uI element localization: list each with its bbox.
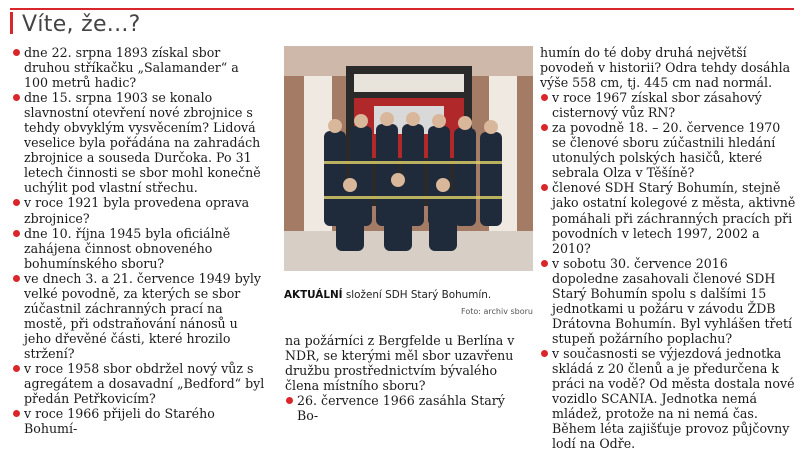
fact-item: dne 22. srpna 1893 získal sbor druhou stříkačku „Salamander“ a 100 metrů hadic? (12, 45, 266, 90)
fact-item: v roce 1921 byla provedena oprava zbrojnice? (12, 195, 266, 225)
fact-item-continued: na požárníci z Bergfelde u Berlína v NDR, se kterými měl sbor uzavřenu družbu prostřednictvím bývalého člena místního sboru? (285, 333, 515, 394)
firefighters-photo-drawing (284, 46, 533, 271)
section-heading: Víte, že...? (22, 12, 141, 37)
fact-item: v roce 1958 sbor obdržel nový vůz s agregátem a dosavadní „Bedford“ byl předán Petřkovicím? (12, 361, 266, 406)
fact-item: v současnosti se výjezdová jednotka skládá z 20 členů a je předurčena k práci na vodě? Od města dostala nové vozidlo SCANIA. Jednotka nemá mládež, protože na ni nemá čas. Během léta zajišťuje provoz půjčovny lodí na Odře. (540, 346, 796, 451)
fact-item-continued: humín do té doby druhá největší povodeň v historii? Odra tehdy dosáhla výše 558 cm, tj. 445 cm nad normál. (540, 45, 791, 91)
fact-item: členové SDH Starý Bohumín, stejně jako ostatní kolegové z města, aktivně pomáhali při záchranných pracích při povodních v letech 1997, 2002 a 2010? (540, 180, 796, 255)
accent-mark (10, 12, 13, 34)
fact-item: za povodně 18. – 20. července 1970 se členové sboru zúčastnili hledání utonulých polských hasičů, které sebrala Olza v Těšíně? (540, 120, 796, 180)
column-2 (285, 333, 525, 423)
fact-item: dne 15. srpna 1903 se konalo slavnostní otevření nové zbrojnice s tehdy obvyklým vysvěcením? Lidová veselice byla pořádána na zahradách zbrojnice a souseda Durčoka. Po 31 letech činnosti se sbor mohl konečně uchýlit pod vlastní střechu. (12, 90, 266, 195)
fact-item: 26. července 1966 zasáhla Starý Bo- (285, 393, 525, 423)
photo-credit: Foto: archiv sboru (461, 307, 533, 316)
fact-item: dne 10. října 1945 byla oficiálně zahájena činnost obnoveného bohumínského sboru? (12, 226, 266, 271)
caption-bold: AKTUÁLNÍ (284, 289, 343, 301)
photo-caption (284, 289, 534, 301)
fact-item: v roce 1967 získal sbor zásahový cisternový vůz RN? (540, 90, 796, 120)
fact-item: v sobotu 30. července 2016 dopoledne zasahovali členové SDH Starý Bohumín spolu s dalšími 15 jednotkami u požáru v závodu ŽDB Drátovna Bohumín. Byl vyhlášen třetí stupeň požárního poplachu? (540, 256, 796, 346)
firefighters-photo (284, 46, 533, 271)
column-1 (12, 45, 266, 436)
fact-item: ve dnech 3. a 21. července 1949 byly velké povodně, za kterých se sbor zúčastnil záchranných prací na mostě, při odstraňování nánosů u jeho dřevěné části, které hrozilo stržení? (12, 271, 266, 361)
fact-item: v roce 1966 přijeli do Starého Bohumí- (12, 406, 266, 436)
caption-text: složení SDH Starý Bohumín. (342, 289, 492, 301)
column-3 (540, 45, 796, 451)
